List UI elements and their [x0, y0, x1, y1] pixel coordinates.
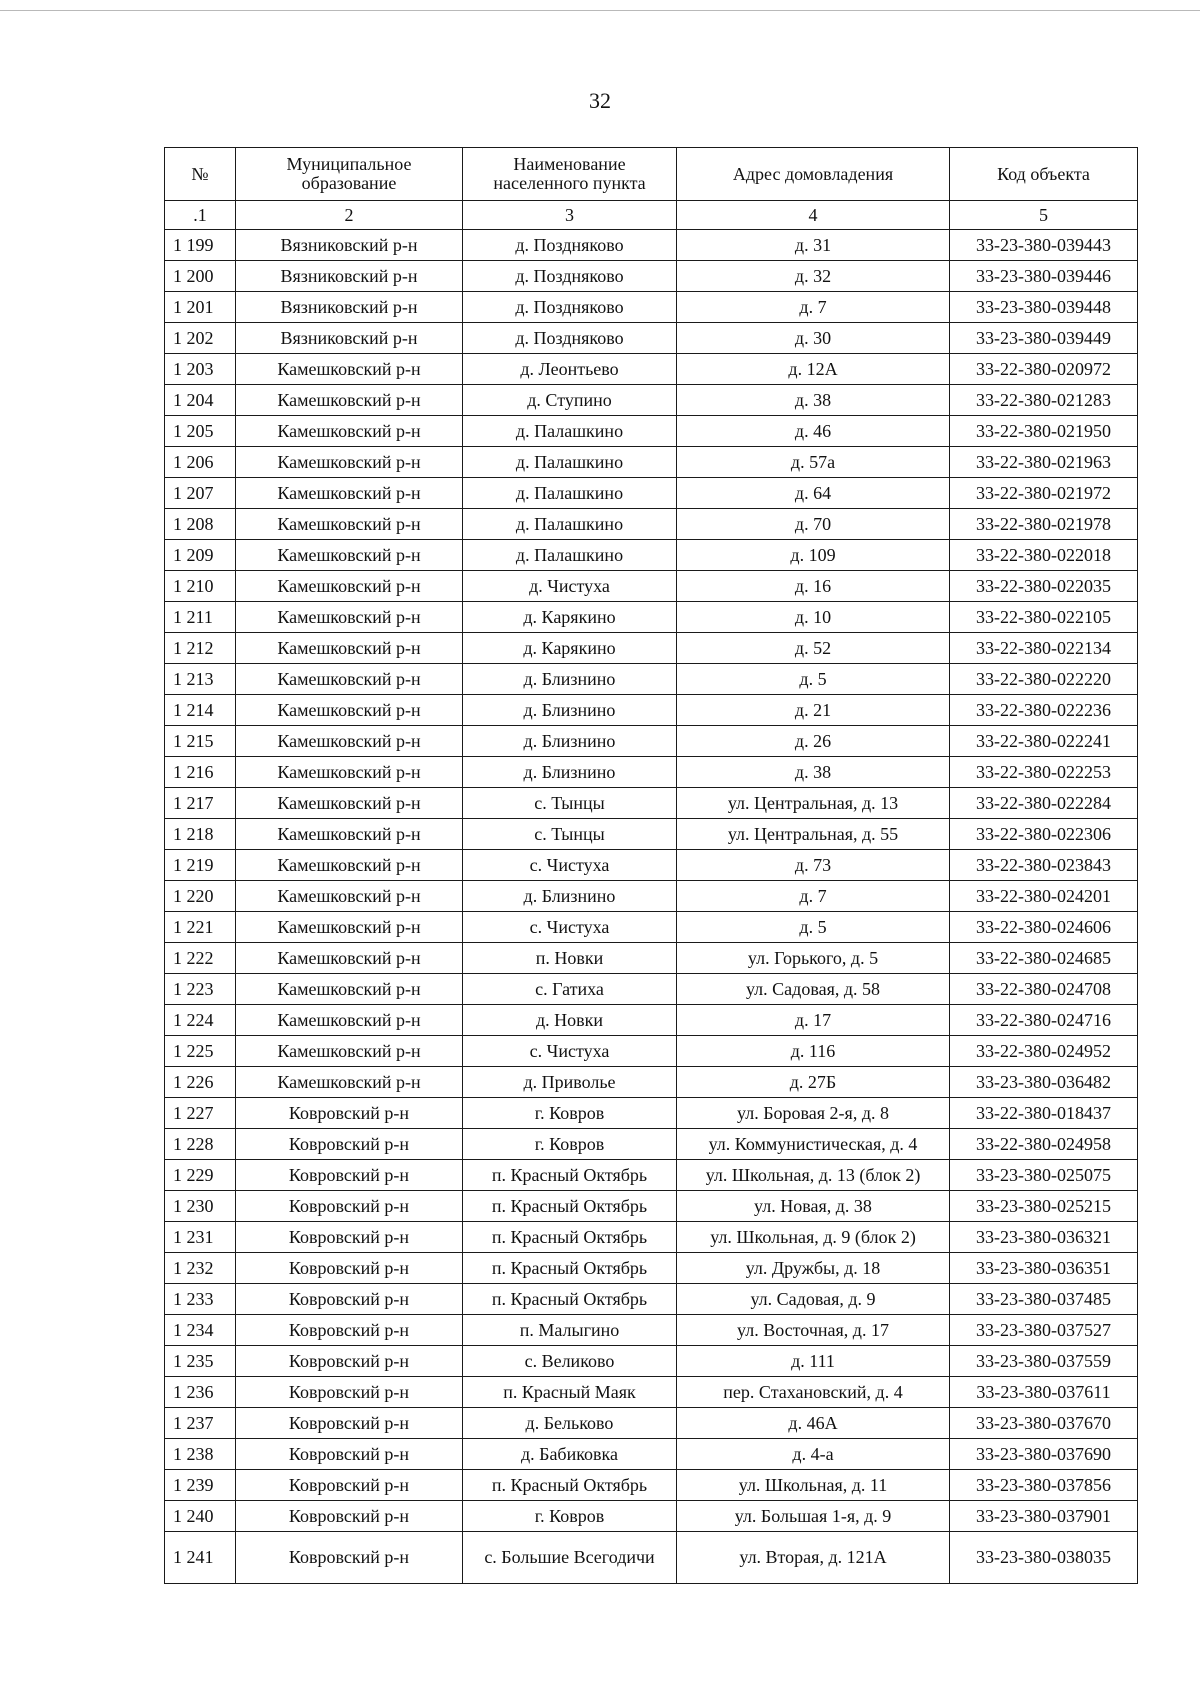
municipality-cell: Ковровский р-н — [236, 1253, 463, 1284]
object-code-cell: 33-23-380-037559 — [950, 1346, 1138, 1377]
settlement-cell: д. Поздняково — [463, 230, 677, 261]
municipality-cell: Камешковский р-н — [236, 416, 463, 447]
object-code-cell: 33-22-380-022236 — [950, 695, 1138, 726]
object-code-cell: 33-22-380-022253 — [950, 757, 1138, 788]
page-number: 32 — [589, 88, 611, 113]
row-number: 1 222 — [165, 943, 236, 974]
object-code-cell: 33-23-380-037527 — [950, 1315, 1138, 1346]
address-cell: ул. Горького, д. 5 — [677, 943, 950, 974]
object-code-cell: 33-22-380-022284 — [950, 788, 1138, 819]
object-code-cell: 33-23-380-039446 — [950, 261, 1138, 292]
address-cell: д. 73 — [677, 850, 950, 881]
municipality-cell: Ковровский р-н — [236, 1284, 463, 1315]
table-row — [165, 478, 1138, 509]
settlement-cell: д. Карякино — [463, 602, 677, 633]
settlement-cell: д. Близнино — [463, 881, 677, 912]
settlement-cell: п. Красный Октябрь — [463, 1160, 677, 1191]
address-cell: ул. Новая, д. 38 — [677, 1191, 950, 1222]
table-row — [165, 1222, 1138, 1253]
row-number: 1 202 — [165, 323, 236, 354]
settlement-cell: с. Гатиха — [463, 974, 677, 1005]
column-number-row — [165, 201, 1138, 230]
table-row — [165, 1315, 1138, 1346]
object-code-cell: 33-23-380-036321 — [950, 1222, 1138, 1253]
row-number: 1 240 — [165, 1501, 236, 1532]
address-cell: д. 46А — [677, 1408, 950, 1439]
table-row — [165, 912, 1138, 943]
municipality-cell: Вязниковский р-н — [236, 230, 463, 261]
settlement-cell: д. Ступино — [463, 385, 677, 416]
object-code-cell: 33-23-380-036482 — [950, 1067, 1138, 1098]
table-row — [165, 602, 1138, 633]
object-code-cell: 33-22-380-021972 — [950, 478, 1138, 509]
settlement-cell: п. Красный Октябрь — [463, 1253, 677, 1284]
settlement-cell: г. Ковров — [463, 1098, 677, 1129]
table-row — [165, 1036, 1138, 1067]
address-cell: д. 10 — [677, 602, 950, 633]
table-row — [165, 509, 1138, 540]
municipality-cell: Ковровский р-н — [236, 1532, 463, 1584]
table-row — [165, 1532, 1138, 1584]
address-cell: д. 7 — [677, 881, 950, 912]
row-number: 1 201 — [165, 292, 236, 323]
municipality-cell: Камешковский р-н — [236, 943, 463, 974]
row-number: 1 231 — [165, 1222, 236, 1253]
table-row — [165, 850, 1138, 881]
address-cell: ул. Центральная, д. 55 — [677, 819, 950, 850]
address-cell: ул. Садовая, д. 58 — [677, 974, 950, 1005]
object-code-cell: 33-23-380-039449 — [950, 323, 1138, 354]
table-row — [165, 571, 1138, 602]
settlement-cell: д. Палашкино — [463, 509, 677, 540]
settlement-cell: д. Карякино — [463, 633, 677, 664]
top-scan-edge — [0, 10, 1200, 11]
header-object-code: Код объекта — [950, 148, 1138, 201]
table-row — [165, 230, 1138, 261]
municipality-cell: Камешковский р-н — [236, 540, 463, 571]
settlement-cell: д. Близнино — [463, 726, 677, 757]
settlement-cell: п. Новки — [463, 943, 677, 974]
table-row — [165, 323, 1138, 354]
table-row — [165, 1284, 1138, 1315]
header-settlement: Наименование населенного пункта — [463, 148, 677, 201]
row-number: 1 234 — [165, 1315, 236, 1346]
municipality-cell: Ковровский р-н — [236, 1346, 463, 1377]
municipality-cell: Камешковский р-н — [236, 447, 463, 478]
row-number: 1 220 — [165, 881, 236, 912]
column-number: 4 — [677, 201, 950, 230]
municipality-cell: Камешковский р-н — [236, 788, 463, 819]
settlement-cell: д. Чистуха — [463, 571, 677, 602]
row-number: 1 226 — [165, 1067, 236, 1098]
municipality-cell: Камешковский р-н — [236, 881, 463, 912]
municipality-cell: Камешковский р-н — [236, 602, 463, 633]
table-row — [165, 1067, 1138, 1098]
object-code-cell: 33-23-380-037611 — [950, 1377, 1138, 1408]
address-cell: д. 4-а — [677, 1439, 950, 1470]
object-code-cell: 33-22-380-022018 — [950, 540, 1138, 571]
object-code-cell: 33-23-380-037901 — [950, 1501, 1138, 1532]
row-number: 1 217 — [165, 788, 236, 819]
table-row — [165, 819, 1138, 850]
object-code-cell: 33-23-380-038035 — [950, 1532, 1138, 1584]
settlement-cell: д. Палашкино — [463, 540, 677, 571]
settlement-cell: д. Приволье — [463, 1067, 677, 1098]
municipality-cell: Камешковский р-н — [236, 819, 463, 850]
object-code-cell: 33-22-380-024708 — [950, 974, 1138, 1005]
header-municipality: Муниципальное образование — [236, 148, 463, 201]
municipality-cell: Ковровский р-н — [236, 1160, 463, 1191]
settlement-cell: п. Красный Октябрь — [463, 1222, 677, 1253]
settlement-cell: д. Палашкино — [463, 416, 677, 447]
table-row — [165, 726, 1138, 757]
table-row — [165, 633, 1138, 664]
settlement-cell: г. Ковров — [463, 1501, 677, 1532]
row-number: 1 208 — [165, 509, 236, 540]
row-number: 1 207 — [165, 478, 236, 509]
settlement-cell: д. Близнино — [463, 664, 677, 695]
row-number: 1 200 — [165, 261, 236, 292]
object-code-cell: 33-22-380-022220 — [950, 664, 1138, 695]
table-body — [165, 230, 1138, 1584]
object-code-cell: 33-22-380-021283 — [950, 385, 1138, 416]
table-row — [165, 416, 1138, 447]
municipality-cell: Ковровский р-н — [236, 1315, 463, 1346]
table-row — [165, 757, 1138, 788]
municipality-cell: Ковровский р-н — [236, 1222, 463, 1253]
address-cell: д. 109 — [677, 540, 950, 571]
object-code-cell: 33-22-380-022134 — [950, 633, 1138, 664]
header-address: Адрес домовладения — [677, 148, 950, 201]
row-number: 1 224 — [165, 1005, 236, 1036]
municipality-cell: Камешковский р-н — [236, 664, 463, 695]
row-number: 1 227 — [165, 1098, 236, 1129]
table-row — [165, 695, 1138, 726]
municipality-cell: Камешковский р-н — [236, 1005, 463, 1036]
address-cell: пер. Стахановский, д. 4 — [677, 1377, 950, 1408]
address-cell: д. 64 — [677, 478, 950, 509]
object-code-cell: 33-22-380-024201 — [950, 881, 1138, 912]
column-number: 3 — [463, 201, 677, 230]
municipality-cell: Камешковский р-н — [236, 633, 463, 664]
municipality-cell: Камешковский р-н — [236, 1067, 463, 1098]
address-cell: д. 46 — [677, 416, 950, 447]
municipality-cell: Камешковский р-н — [236, 974, 463, 1005]
address-cell: ул. Школьная, д. 11 — [677, 1470, 950, 1501]
object-code-cell: 33-23-380-037670 — [950, 1408, 1138, 1439]
address-cell: ул. Садовая, д. 9 — [677, 1284, 950, 1315]
address-cell: д. 70 — [677, 509, 950, 540]
header-number: № — [165, 148, 236, 201]
column-number: 2 — [236, 201, 463, 230]
row-number: 1 223 — [165, 974, 236, 1005]
address-cell: д. 5 — [677, 912, 950, 943]
object-code-cell: 33-22-380-024952 — [950, 1036, 1138, 1067]
address-cell: д. 5 — [677, 664, 950, 695]
row-number: 1 232 — [165, 1253, 236, 1284]
municipality-cell: Ковровский р-н — [236, 1439, 463, 1470]
municipality-cell: Ковровский р-н — [236, 1470, 463, 1501]
address-cell: д. 30 — [677, 323, 950, 354]
table-row — [165, 1346, 1138, 1377]
settlement-cell: п. Красный Октябрь — [463, 1191, 677, 1222]
row-number: 1 215 — [165, 726, 236, 757]
table-row — [165, 1377, 1138, 1408]
table-row — [165, 1501, 1138, 1532]
municipality-cell: Камешковский р-н — [236, 1036, 463, 1067]
address-cell: д. 38 — [677, 385, 950, 416]
header-row — [165, 148, 1138, 201]
row-number: 1 229 — [165, 1160, 236, 1191]
row-number: 1 206 — [165, 447, 236, 478]
settlement-cell: д. Новки — [463, 1005, 677, 1036]
settlement-cell: с. Большие Всегодичи — [463, 1532, 677, 1584]
row-number: 1 199 — [165, 230, 236, 261]
municipality-cell: Вязниковский р-н — [236, 261, 463, 292]
settlement-cell: д. Поздняково — [463, 261, 677, 292]
row-number: 1 239 — [165, 1470, 236, 1501]
column-number: .1 — [165, 201, 236, 230]
object-code-cell: 33-22-380-024958 — [950, 1129, 1138, 1160]
settlement-cell: п. Малыгино — [463, 1315, 677, 1346]
object-code-cell: 33-22-380-024606 — [950, 912, 1138, 943]
settlement-cell: д. Леонтьево — [463, 354, 677, 385]
object-code-cell: 33-22-380-022035 — [950, 571, 1138, 602]
object-code-cell: 33-22-380-024685 — [950, 943, 1138, 974]
address-cell: д. 57а — [677, 447, 950, 478]
row-number: 1 225 — [165, 1036, 236, 1067]
address-cell: д. 7 — [677, 292, 950, 323]
table-row — [165, 1005, 1138, 1036]
settlement-cell: с. Чистуха — [463, 1036, 677, 1067]
address-cell: д. 27Б — [677, 1067, 950, 1098]
municipality-cell: Вязниковский р-н — [236, 292, 463, 323]
municipality-cell: Камешковский р-н — [236, 757, 463, 788]
table-row — [165, 447, 1138, 478]
municipality-cell: Камешковский р-н — [236, 726, 463, 757]
settlement-cell: д. Палашкино — [463, 447, 677, 478]
municipality-cell: Ковровский р-н — [236, 1377, 463, 1408]
table-row — [165, 664, 1138, 695]
address-cell: д. 116 — [677, 1036, 950, 1067]
table-row — [165, 385, 1138, 416]
address-cell: д. 21 — [677, 695, 950, 726]
table-row — [165, 1160, 1138, 1191]
object-code-cell: 33-22-380-021950 — [950, 416, 1138, 447]
municipality-cell: Камешковский р-н — [236, 478, 463, 509]
settlement-cell: с. Тынцы — [463, 788, 677, 819]
address-cell: ул. Школьная, д. 9 (блок 2) — [677, 1222, 950, 1253]
table-row — [165, 943, 1138, 974]
settlement-cell: г. Ковров — [463, 1129, 677, 1160]
table-row — [165, 1253, 1138, 1284]
object-code-cell: 33-23-380-025075 — [950, 1160, 1138, 1191]
object-code-cell: 33-23-380-037856 — [950, 1470, 1138, 1501]
table-row — [165, 788, 1138, 819]
settlement-cell: д. Бабиковка — [463, 1439, 677, 1470]
table-row — [165, 1129, 1138, 1160]
municipality-cell: Камешковский р-н — [236, 354, 463, 385]
row-number: 1 216 — [165, 757, 236, 788]
object-code-cell: 33-23-380-036351 — [950, 1253, 1138, 1284]
settlement-cell: д. Палашкино — [463, 478, 677, 509]
settlement-cell: д. Близнино — [463, 757, 677, 788]
row-number: 1 209 — [165, 540, 236, 571]
row-number: 1 211 — [165, 602, 236, 633]
address-cell: д. 26 — [677, 726, 950, 757]
address-cell: д. 32 — [677, 261, 950, 292]
table-row — [165, 292, 1138, 323]
address-cell: ул. Центральная, д. 13 — [677, 788, 950, 819]
settlement-cell: с. Чистуха — [463, 912, 677, 943]
object-code-cell: 33-22-380-021963 — [950, 447, 1138, 478]
object-code-cell: 33-23-380-037485 — [950, 1284, 1138, 1315]
municipality-cell: Ковровский р-н — [236, 1129, 463, 1160]
municipality-cell: Ковровский р-н — [236, 1098, 463, 1129]
address-cell: д. 17 — [677, 1005, 950, 1036]
object-code-cell: 33-23-380-039443 — [950, 230, 1138, 261]
municipality-cell: Ковровский р-н — [236, 1408, 463, 1439]
table-row — [165, 881, 1138, 912]
table-row — [165, 1191, 1138, 1222]
object-code-cell: 33-22-380-022105 — [950, 602, 1138, 633]
object-code-cell: 33-23-380-039448 — [950, 292, 1138, 323]
object-code-cell: 33-22-380-022241 — [950, 726, 1138, 757]
table-row — [165, 354, 1138, 385]
settlement-cell: с. Тынцы — [463, 819, 677, 850]
row-number: 1 203 — [165, 354, 236, 385]
address-cell: ул. Восточная, д. 17 — [677, 1315, 950, 1346]
address-cell: ул. Боровая 2-я, д. 8 — [677, 1098, 950, 1129]
row-number: 1 233 — [165, 1284, 236, 1315]
municipality-cell: Камешковский р-н — [236, 509, 463, 540]
address-cell: ул. Дружбы, д. 18 — [677, 1253, 950, 1284]
object-code-cell: 33-22-380-020972 — [950, 354, 1138, 385]
object-code-cell: 33-22-380-024716 — [950, 1005, 1138, 1036]
table-row — [165, 1408, 1138, 1439]
address-cell: ул. Большая 1-я, д. 9 — [677, 1501, 950, 1532]
row-number: 1 237 — [165, 1408, 236, 1439]
row-number: 1 210 — [165, 571, 236, 602]
address-cell: д. 38 — [677, 757, 950, 788]
row-number: 1 205 — [165, 416, 236, 447]
address-cell: д. 111 — [677, 1346, 950, 1377]
settlement-cell: с. Чистуха — [463, 850, 677, 881]
table-row — [165, 1098, 1138, 1129]
municipality-cell: Ковровский р-н — [236, 1501, 463, 1532]
address-cell: ул. Коммунистическая, д. 4 — [677, 1129, 950, 1160]
row-number: 1 230 — [165, 1191, 236, 1222]
address-cell: д. 12А — [677, 354, 950, 385]
object-code-cell: 33-23-380-037690 — [950, 1439, 1138, 1470]
settlement-cell: п. Красный Маяк — [463, 1377, 677, 1408]
municipality-cell: Камешковский р-н — [236, 571, 463, 602]
row-number: 1 204 — [165, 385, 236, 416]
settlement-cell: п. Красный Октябрь — [463, 1470, 677, 1501]
row-number: 1 228 — [165, 1129, 236, 1160]
settlement-cell: д. Бельково — [463, 1408, 677, 1439]
object-code-cell: 33-22-380-022306 — [950, 819, 1138, 850]
object-code-cell: 33-22-380-023843 — [950, 850, 1138, 881]
municipality-cell: Камешковский р-н — [236, 850, 463, 881]
settlement-cell: п. Красный Октябрь — [463, 1284, 677, 1315]
row-number: 1 235 — [165, 1346, 236, 1377]
address-cell: д. 52 — [677, 633, 950, 664]
table-row — [165, 974, 1138, 1005]
address-cell: д. 16 — [677, 571, 950, 602]
municipality-cell: Вязниковский р-н — [236, 323, 463, 354]
municipality-cell: Камешковский р-н — [236, 912, 463, 943]
municipality-cell: Камешковский р-н — [236, 695, 463, 726]
table-row — [165, 1470, 1138, 1501]
row-number: 1 241 — [165, 1532, 236, 1584]
address-cell: д. 31 — [677, 230, 950, 261]
settlement-cell: д. Поздняково — [463, 323, 677, 354]
settlement-cell: с. Великово — [463, 1346, 677, 1377]
table-row — [165, 1439, 1138, 1470]
row-number: 1 214 — [165, 695, 236, 726]
row-number: 1 238 — [165, 1439, 236, 1470]
row-number: 1 221 — [165, 912, 236, 943]
row-number: 1 219 — [165, 850, 236, 881]
table-row — [165, 540, 1138, 571]
row-number: 1 236 — [165, 1377, 236, 1408]
municipality-cell: Ковровский р-н — [236, 1191, 463, 1222]
settlement-cell: д. Поздняково — [463, 292, 677, 323]
row-number: 1 212 — [165, 633, 236, 664]
object-code-cell: 33-22-380-021978 — [950, 509, 1138, 540]
municipality-cell: Камешковский р-н — [236, 385, 463, 416]
household-registry-table — [164, 147, 1138, 1584]
settlement-cell: д. Близнино — [463, 695, 677, 726]
address-cell: ул. Школьная, д. 13 (блок 2) — [677, 1160, 950, 1191]
table-row — [165, 261, 1138, 292]
row-number: 1 213 — [165, 664, 236, 695]
row-number: 1 218 — [165, 819, 236, 850]
column-number: 5 — [950, 201, 1138, 230]
object-code-cell: 33-23-380-025215 — [950, 1191, 1138, 1222]
address-cell: ул. Вторая, д. 121А — [677, 1532, 950, 1584]
object-code-cell: 33-22-380-018437 — [950, 1098, 1138, 1129]
